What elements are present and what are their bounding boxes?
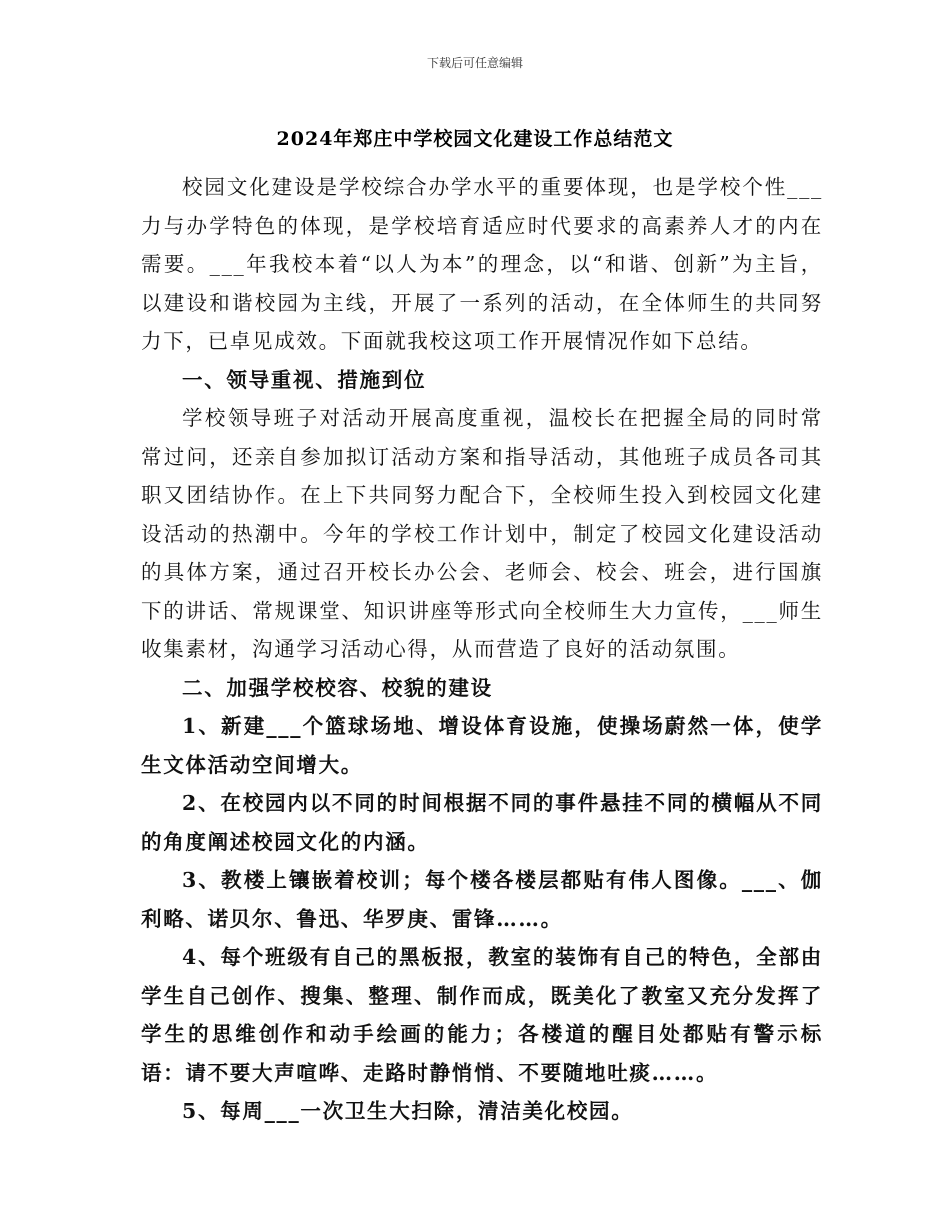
list-item-5: 5、每周___一次卫生大扫除，清洁美化校园。 [182,1099,634,1123]
paragraph-leadership: 学校领导班子对活动开展高度重视，温校长在把握全局的同时常常过问，还亲自参加拟订活动方案和指导活动，其他班子成员各司其职又团结协作。在上下共同努力配合下，全校师生投入到校园文化建设活动的热潮中。今年的学校工作计划中，制定了校园文化建设活动的具体方案，通过召开校长办公会、老师会、校会、班会，进行国旗下的讲话、常规课堂、知识讲座等形式向全校师生大力宣传，___师生收集素材，沟通学习活动心得，从而营造了良好的活动氛围。 [141,406,823,661]
section-heading-1: 一、领导重视、措施到位 [182,367,427,392]
section-heading-2: 二、加强学校校容、校貌的建设 [182,675,493,700]
list-item-2: 2、在校园内以不同的时间根据不同的事件悬挂不同的横幅从不同的角度阐述校园文化的内涵。 [141,791,823,854]
document-body [141,168,823,1131]
list-item-3: 3、教楼上镶嵌着校训；每个楼各楼层都贴有伟人图像。___、伽利略、诺贝尔、鲁迅、华罗庚、雷锋……。 [141,868,823,931]
document-title: 2024年郑庄中学校园文化建设工作总结范文 [276,128,674,150]
list-item-4: 4、每个班级有自己的黑板报，教室的装饰有自己的特色，全部由学生自己创作、搜集、整理、制作而成，既美化了教室又充分发挥了学生的思维创作和动手绘画的能力；各楼道的醒目处都贴有警示标语：请不要大声喧哗、走路时静悄悄、不要随地吐痰……。 [141,945,823,1085]
list-item-1: 1、新建___个篮球场地、增设体育设施，使操场蔚然一体，使学生文体活动空间增大。 [141,714,823,777]
header-note: 下载后可任意编辑 [426,56,523,70]
paragraph-intro: 校园文化建设是学校综合办学水平的重要体现，也是学校个性___力与办学特色的体现，是学校培育适应时代要求的高素养人才的内在需要。___年我校本着“以人为本”的理念，以“和谐、创新”为主旨，以建设和谐校园为主线，开展了一系列的活动，在全体师生的共同努力下，已卓见成效。下面就我校这项工作开展情况作如下总结。 [141,175,823,353]
